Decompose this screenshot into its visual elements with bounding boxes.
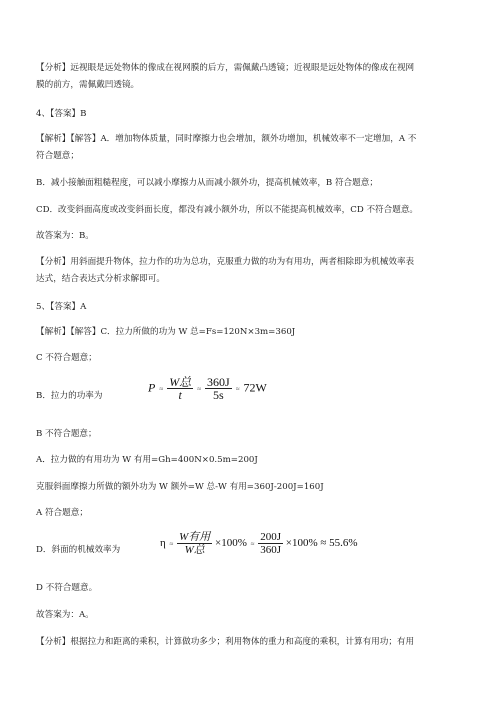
solution-text: C 不符合题意； (36, 353, 97, 363)
solution-text: D 不符合题意。 (36, 583, 98, 593)
analysis-text: 膜的前方，需佩戴凹透镜。 (36, 80, 140, 90)
formula-fraction: $\frac{\text{W总}}{t}$ (169, 375, 192, 402)
efficiency-formula: η ≈ $\frac{\text{W有用}}{\text{W总}}$ ×100% ≈ $\frac{200J}{360J}$ ×100% ≈ 55.6% (160, 531, 358, 556)
solution-text: 【解析】【解答】C．拉力所做的功为 W 总=Fs=120N×3m=360J (36, 327, 296, 337)
solution-text: B 不符合题意； (36, 429, 97, 439)
formula-result: 72W (243, 380, 267, 395)
answer-conclusion: 故答案为：A。 (36, 610, 94, 620)
solution-text: A．拉力做的有用功为 W 有用=Gh=400N×0.5m=200J (36, 455, 258, 465)
answer-heading: 4、【答案】B (36, 109, 87, 119)
answer-conclusion: 故答案为：B。 (36, 231, 94, 241)
power-formula: P ≈ $\frac{\text{W总}}{t}$ ≈ $\frac{360J}{5s}$ ≈ 72W (148, 375, 267, 402)
formula-fraction: $\frac{360J}{5s}$ (207, 375, 230, 402)
solution-text: A 符合题意； (36, 508, 88, 518)
answer-heading: 5、【答案】A (36, 302, 87, 312)
solution-text: CD．改变斜面高度或改变斜面长度，都没有减小额外功，所以不能提高机械效率，CD 不符合题意。 (36, 205, 419, 215)
analysis-text: 【分析】用斜面提升物体，拉力作的功为总功，克服重力做的功为有用功，两者相除即为机械效率表 (36, 257, 415, 267)
solution-text: 符合题意； (36, 151, 79, 161)
formula-lhs: η (160, 537, 166, 550)
analysis-text: 达式，结合表达式分析求解即可。 (36, 274, 165, 284)
formula-lhs: P (148, 380, 156, 395)
solution-text: B．拉力的功率为 (36, 391, 103, 401)
solution-text: 【解析】【解答】A．增加物体质量，同时摩擦力也会增加，额外功增加，机械效率不一定增加，A 不 (36, 134, 417, 144)
solution-text: 克服斜面摩擦力所做的额外功为 W 额外=W 总-W 有用=360J-200J=160J (36, 482, 324, 492)
analysis-text: 【分析】远视眼是远处物体的像成在视网膜的后方，需佩戴凸透镜；近视眼是远处物体的像成在视网 (36, 63, 415, 73)
formula-fraction: $\frac{200J}{360J}$ (260, 531, 282, 556)
formula-fraction: $\frac{\text{W有用}}{\text{W总}}$ (179, 531, 211, 556)
analysis-text: 【分析】根据拉力和距离的乘积，计算做功多少；利用物体的重力和高度的乘积，计算有用功；有用 (36, 637, 415, 647)
solution-text: B．减小接触面粗糙程度，可以减小摩擦力从而减小额外功，提高机械效率，B 符合题意； (36, 178, 378, 188)
solution-text: D．斜面的机械效率为 (36, 545, 121, 555)
